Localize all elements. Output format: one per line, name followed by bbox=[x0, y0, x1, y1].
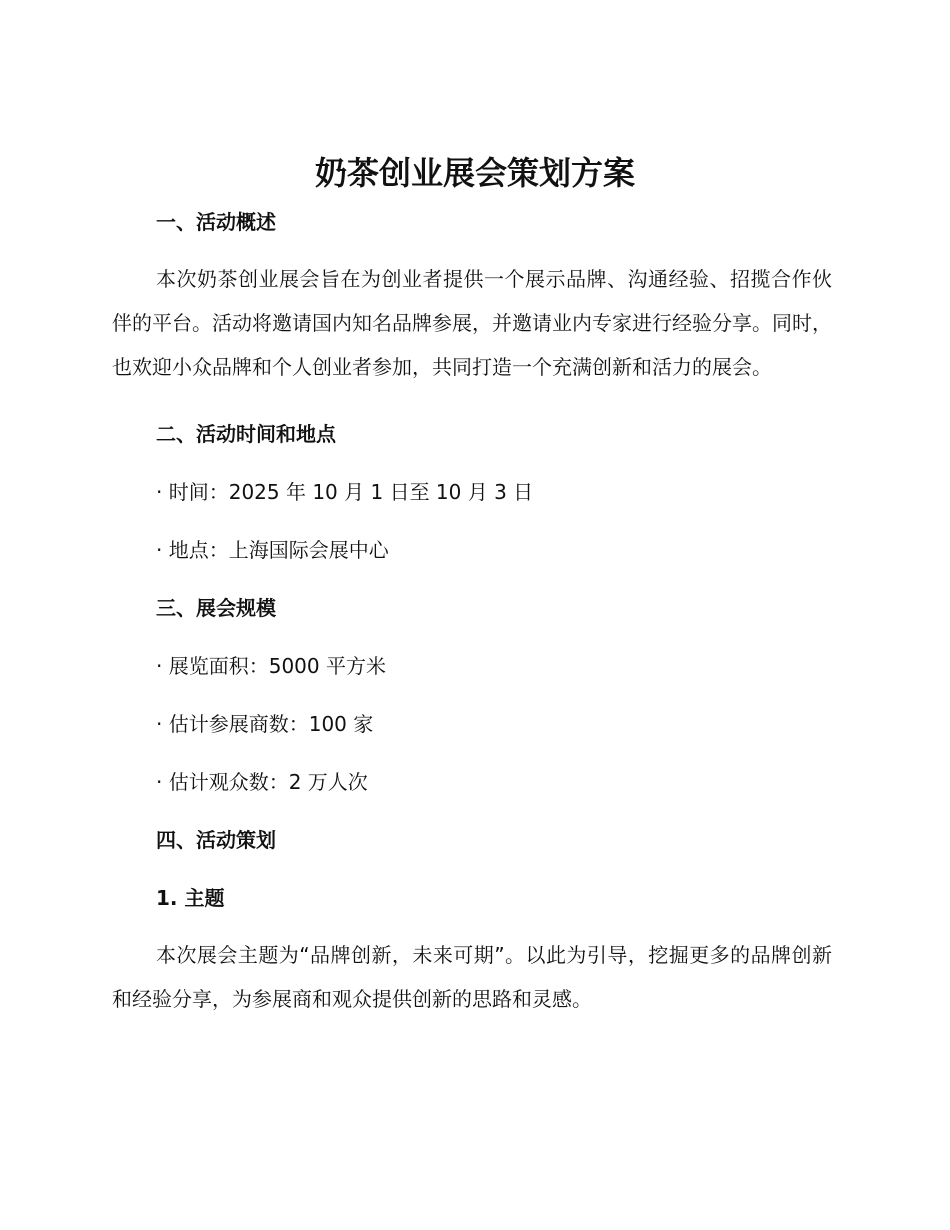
list-item-area: · 展览面积：5000 平方米 bbox=[156, 654, 386, 678]
list-item-place: · 地点：上海国际会展中心 bbox=[156, 538, 389, 562]
list-item-visitors: · 估计观众数：2 万人次 bbox=[156, 770, 368, 794]
theme-paragraph: 本次展会主题为“品牌创新，未来可期”。以此为引导，挖掘更多的品牌创新和经验分享，为参展商和观众提供创新的思路和灵感。 bbox=[112, 943, 832, 1011]
overview-paragraph: 本次奶茶创业展会旨在为创业者提供一个展示品牌、沟通经验、招揽合作伙伴的平台。活动将邀请国内知名品牌参展，并邀请业内专家进行经验分享。同时，也欢迎小众品牌和个人创业者参加，共同打造一个充满创新和活力的展会。 bbox=[112, 267, 832, 379]
sub-heading-theme: 1. 主题 bbox=[156, 886, 225, 910]
section-heading-planning: 四、活动策划 bbox=[156, 828, 276, 852]
document-body bbox=[112, 204, 832, 1021]
section-heading-overview: 一、活动概述 bbox=[156, 210, 276, 234]
list-item-exhibitors: · 估计参展商数：100 家 bbox=[156, 712, 374, 736]
list-item-time: · 时间：2025 年 10 月 1 日至 10 月 3 日 bbox=[156, 480, 534, 504]
section-heading-scale: 三、展会规模 bbox=[156, 596, 276, 620]
section-heading-time-place: 二、活动时间和地点 bbox=[156, 422, 336, 446]
document-title: 奶茶创业展会策划方案 bbox=[314, 154, 635, 192]
